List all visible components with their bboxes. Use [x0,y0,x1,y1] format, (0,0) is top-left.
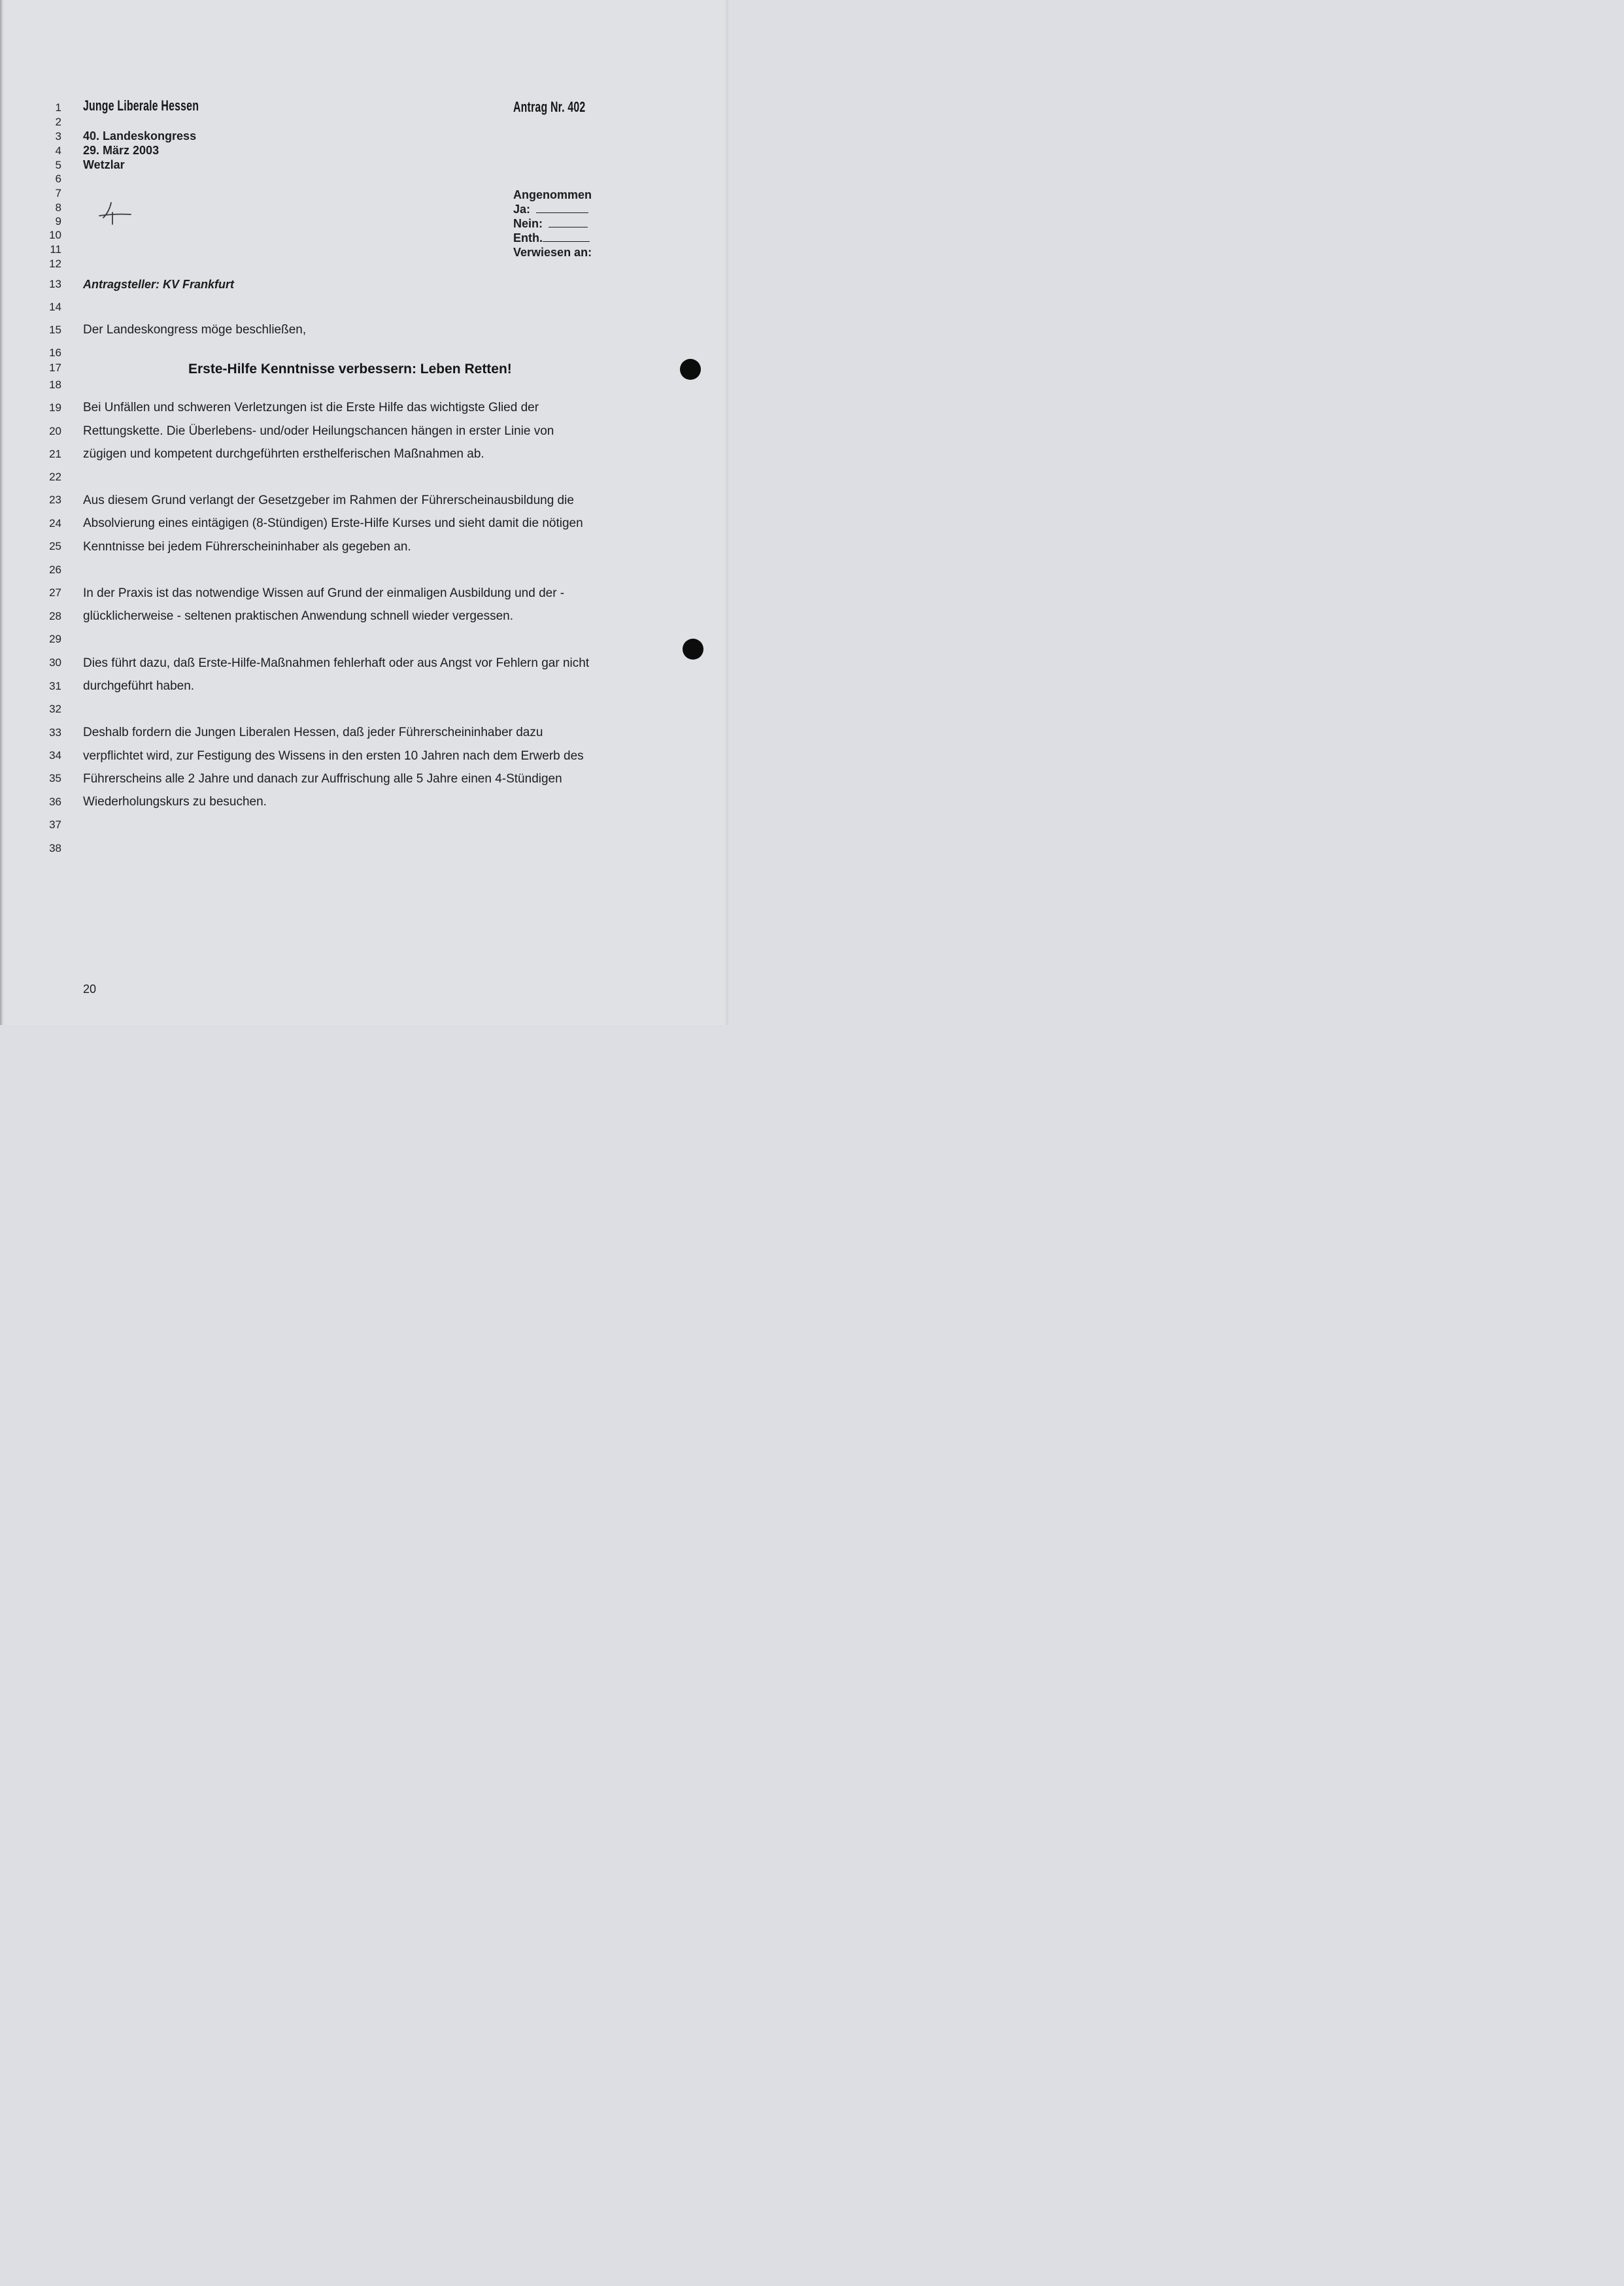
body-line: Absolvierung eines eintägigen (8-Stündigen) Erste-Hilfe Kurses und sieht damit die nötigen [83,516,583,530]
congress-place: Wetzlar [83,158,125,171]
line-number: 5 [55,159,61,171]
body-line: verpflichtet wird, zur Festigung des Wissens in den ersten 10 Jahren nach dem Erwerb des [83,749,584,763]
line-number: 2 [55,116,61,128]
line-number: 1 [55,101,61,114]
body-line: Bei Unfällen und schweren Verletzungen ist die Erste Hilfe das wichtigste Glied der [83,401,539,414]
line-number: 18 [49,378,61,391]
vote-no-label: Nein: [513,217,543,230]
vote-no-field [513,216,588,231]
line-number: 8 [55,201,61,214]
line-number: 14 [49,301,61,313]
line-number: 25 [49,540,61,552]
line-number: 20 [49,425,61,437]
line-number: 21 [49,448,61,460]
vote-accepted-label: Angenommen [513,188,592,201]
body-line: Führerscheins alle 2 Jahre und danach zur Auffrischung alle 5 Jahre einen 4-Stündigen [83,772,562,786]
congress-date: 29. März 2003 [83,144,160,157]
line-number: 7 [55,187,61,199]
line-number: 12 [49,258,61,270]
vote-yes-label: Ja: [513,203,531,216]
body-line: Kenntnisse bei jedem Führerscheininhaber als gegeben an. [83,540,411,554]
vote-yes-field [513,202,588,216]
body-line: In der Praxis ist das notwendige Wissen auf Grund der einmaligen Ausbildung und der - [83,586,565,600]
line-number: 31 [49,680,61,692]
line-number: 4 [55,144,61,157]
line-number: 27 [49,586,61,599]
line-number: 6 [55,173,61,185]
line-number: 26 [49,563,61,576]
body-line: zügigen und kompetent durchgeführten ersthelferischen Maßnahmen ab. [83,447,484,461]
organization-name: Junge Liberale Hessen [83,97,199,114]
page-number: 20 [83,983,97,996]
line-number: 35 [49,772,61,784]
line-number: 22 [49,471,61,483]
line-number: 28 [49,610,61,622]
handwritten-plus-mark [97,198,135,226]
line-number: 11 [50,243,61,256]
vote-yes-blank [536,202,588,213]
punch-hole-top [680,359,701,380]
line-number: 29 [49,633,61,645]
punch-hole-bottom [683,639,703,660]
document-page [0,0,728,1025]
line-number: 32 [49,703,61,715]
vote-no-blank [549,216,588,227]
body-line: Dies führt dazu, daß Erste-Hilfe-Maßnahmen fehlerhaft oder aus Angst vor Fehlern gar nicht [83,656,590,670]
line-number: 36 [49,796,61,808]
motion-title: Erste-Hilfe Kenntnisse verbessern: Leben Retten! [188,361,512,377]
line-number: 10 [49,229,61,241]
line-number: 17 [49,361,61,374]
body-line: Deshalb fordern die Jungen Liberalen Hessen, daß jeder Führerscheininhaber dazu [83,726,543,739]
line-number: 16 [49,346,61,359]
body-line: Aus diesem Grund verlangt der Gesetzgeber im Rahmen der Führerscheinausbildung die [83,494,574,507]
line-number: 34 [49,749,61,762]
line-number: 15 [49,324,61,336]
line-number: 13 [49,278,61,290]
line-number: 19 [49,401,61,414]
line-number: 23 [49,494,61,506]
line-number: 30 [49,656,61,669]
vote-referred-label: Verwiesen an: [513,246,592,259]
line-number: 24 [49,517,61,529]
motion-number: Antrag Nr. 402 [513,99,586,115]
intro-line: Der Landeskongress möge beschließen, [83,323,307,337]
applicant: Antragsteller: KV Frankfurt [83,278,235,291]
vote-abstain-label: Enth. [513,231,543,244]
congress-name: 40. Landeskongress [83,129,197,143]
body-line: Wiederholungskurs zu besuchen. [83,795,267,809]
body-line: durchgeführt haben. [83,679,195,693]
line-number: 9 [55,215,61,227]
line-number: 37 [49,818,61,831]
body-line: Rettungskette. Die Überlebens- und/oder Heilungschancen hängen in erster Linie von [83,424,554,438]
vote-abstain-field [513,231,590,245]
line-number: 33 [49,726,61,739]
body-line: glücklicherweise - seltenen praktischen Anwendung schnell wieder vergessen. [83,609,513,623]
line-number: 3 [55,130,61,143]
vote-abstain-blank [543,231,590,242]
line-number: 38 [49,842,61,854]
